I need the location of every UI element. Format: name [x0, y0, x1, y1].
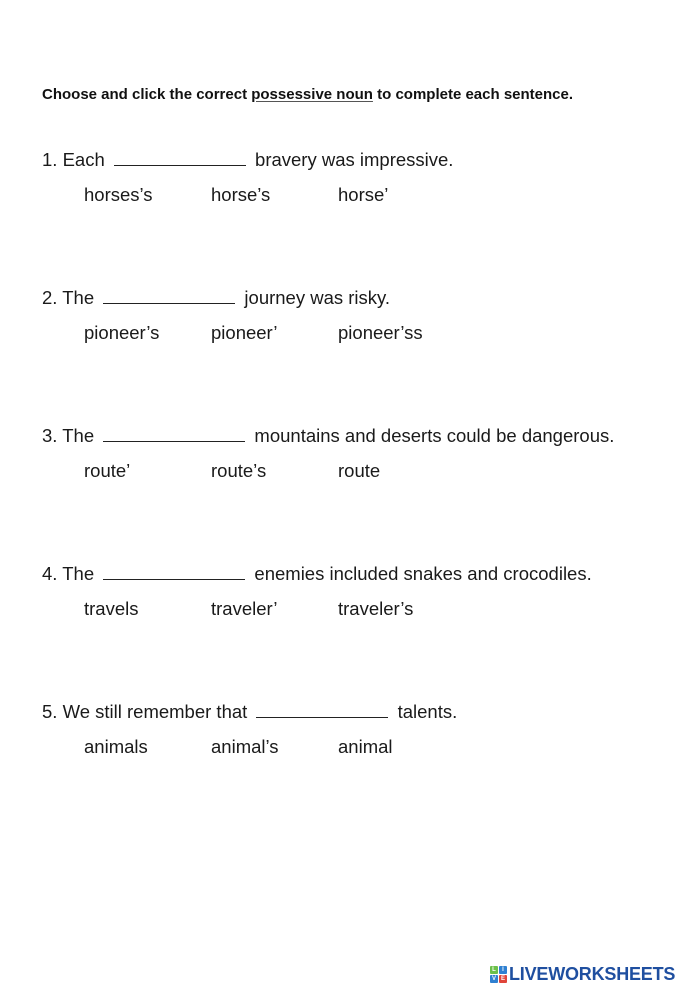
question-text-after: bravery was impressive. [255, 149, 454, 170]
question-sentence [42, 561, 682, 587]
answer-option[interactable]: traveler’s [338, 598, 414, 619]
question-2 [42, 285, 682, 346]
question-text-after: enemies included snakes and crocodiles. [254, 563, 592, 584]
question-text-before: The [62, 425, 95, 446]
question-4 [42, 561, 682, 622]
answer-option[interactable]: pioneer’ss [338, 322, 423, 343]
question-sentence [42, 285, 682, 311]
instructions-before: Choose and click the correct [42, 86, 252, 103]
question-sentence [42, 423, 682, 449]
answer-option[interactable]: route [338, 460, 381, 481]
question-text-before: The [62, 563, 95, 584]
instructions-underlined: possessive noun [251, 86, 373, 103]
answer-options [42, 182, 682, 208]
answer-option[interactable]: horse’ [338, 184, 389, 205]
question-number: 5. [42, 701, 58, 722]
answer-option[interactable]: horse’s [211, 184, 271, 205]
answer-option[interactable]: route’s [211, 460, 267, 481]
answer-blank[interactable] [103, 423, 245, 442]
answer-option[interactable]: route’ [84, 460, 131, 481]
logo-tile: I [499, 966, 507, 974]
answer-option[interactable]: travels [84, 598, 139, 619]
question-number: 4. [42, 563, 58, 584]
question-5 [42, 699, 682, 760]
question-text-before: The [62, 287, 95, 308]
answer-option[interactable]: traveler’ [211, 598, 278, 619]
answer-options [42, 596, 682, 622]
answer-blank[interactable] [103, 561, 245, 580]
question-1 [42, 147, 682, 208]
question-number: 2. [42, 287, 58, 308]
answer-option[interactable]: animal [338, 736, 393, 757]
answer-options [42, 458, 682, 484]
question-text-before: We still remember that [62, 701, 248, 722]
answer-option[interactable]: animals [84, 736, 148, 757]
liveworksheets-logo [490, 965, 675, 983]
logo-tile: L [490, 966, 498, 974]
logo-tile: E [500, 975, 505, 982]
instructions [42, 86, 573, 103]
logo-tiles-icon [490, 966, 507, 983]
answer-option[interactable]: horses’s [84, 184, 153, 205]
question-text-before: Each [62, 149, 105, 170]
answer-blank[interactable] [103, 285, 235, 304]
question-text-after: mountains and deserts could be dangerous. [254, 425, 615, 446]
logo-tile: V [491, 975, 496, 982]
answer-option[interactable]: pioneer’s [84, 322, 160, 343]
answer-blank[interactable] [256, 699, 388, 718]
answer-option[interactable]: animal’s [211, 736, 279, 757]
question-number: 1. [42, 149, 58, 170]
question-text-after: journey was risky. [244, 287, 391, 308]
question-number: 3. [42, 425, 58, 446]
question-sentence [42, 147, 682, 173]
instructions-after: to complete each sentence. [372, 86, 574, 103]
answer-blank[interactable] [114, 147, 246, 166]
answer-options [42, 320, 682, 346]
answer-options [42, 734, 682, 760]
question-3 [42, 423, 682, 484]
question-sentence [42, 699, 682, 725]
question-text-after: talents. [397, 701, 458, 722]
answer-option[interactable]: pioneer’ [211, 322, 278, 343]
logo-text: LIVEWORKSHEETS [509, 964, 676, 984]
